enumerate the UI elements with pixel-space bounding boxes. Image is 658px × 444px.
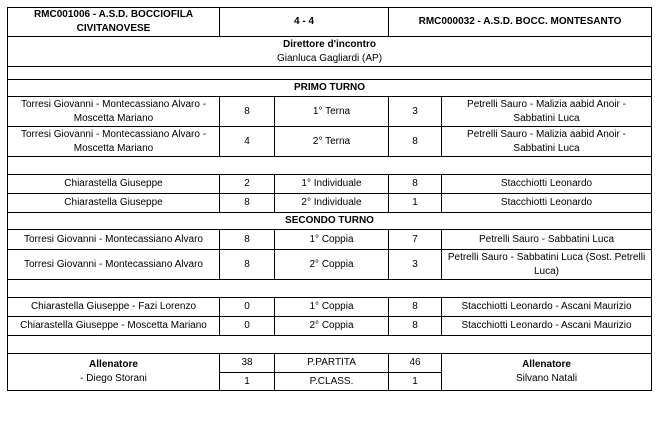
away-score: 3 bbox=[389, 97, 442, 127]
home-score: 2 bbox=[220, 175, 275, 194]
away-players: Stacchiotti Leonardo - Ascani Maurizio bbox=[442, 298, 652, 317]
home-players: Torresi Giovanni - Montecassiano Alvaro bbox=[8, 250, 220, 280]
away-score: 1 bbox=[389, 194, 442, 213]
section-row bbox=[8, 213, 652, 230]
match-row bbox=[8, 230, 652, 250]
partita-home: 38 bbox=[220, 354, 275, 373]
home-score: 8 bbox=[220, 230, 275, 250]
away-players: Petrelli Sauro - Malizia aabid Anoir - Sabbatini Luca bbox=[442, 97, 652, 127]
away-team-title: RMC000032 - A.S.D. BOCC. MONTESANTO bbox=[389, 8, 652, 37]
match-row bbox=[8, 97, 652, 127]
spacer-row bbox=[8, 67, 652, 80]
class-label: P.CLASS. bbox=[275, 373, 389, 391]
director-title: Direttore d'incontro bbox=[283, 38, 376, 50]
home-players: Chiarastella Giuseppe bbox=[8, 194, 220, 213]
home-players: Chiarastella Giuseppe - Fazi Lorenzo bbox=[8, 298, 220, 317]
match-type: 2° Coppia bbox=[275, 317, 389, 336]
away-score: 8 bbox=[389, 317, 442, 336]
match-type: 1° Coppia bbox=[275, 230, 389, 250]
match-type: 2° Coppia bbox=[275, 250, 389, 280]
match-type: 1° Terna bbox=[275, 97, 389, 127]
class-away: 1 bbox=[389, 373, 442, 391]
home-score: 4 bbox=[220, 127, 275, 157]
class-home: 1 bbox=[220, 373, 275, 391]
home-score: 0 bbox=[220, 298, 275, 317]
spacer-cell bbox=[8, 280, 652, 298]
partita-away: 46 bbox=[389, 354, 442, 373]
spacer-cell bbox=[8, 336, 652, 354]
home-coach-name: - Diego Storani bbox=[80, 373, 147, 384]
spacer-cell bbox=[8, 67, 652, 80]
section-title-secondo-turno: SECONDO TURNO bbox=[8, 213, 652, 230]
director-row bbox=[8, 37, 652, 67]
match-report bbox=[7, 7, 652, 391]
away-score: 8 bbox=[389, 175, 442, 194]
home-coach-cell bbox=[8, 354, 220, 391]
director-cell bbox=[8, 37, 652, 67]
match-row bbox=[8, 317, 652, 336]
partita-label: P.PARTITA bbox=[275, 354, 389, 373]
home-players: Torresi Giovanni - Montecassiano Alvaro - Moscetta Mariano bbox=[8, 127, 220, 157]
away-coach-cell bbox=[442, 354, 652, 391]
match-row bbox=[8, 250, 652, 280]
home-coach-label: Allenatore bbox=[89, 359, 138, 370]
match-type: 1° Coppia bbox=[275, 298, 389, 317]
match-row bbox=[8, 194, 652, 213]
away-players: Petrelli Sauro - Sabbatini Luca (Sost. Petrelli Luca) bbox=[442, 250, 652, 280]
match-row bbox=[8, 175, 652, 194]
final-score: 4 - 4 bbox=[220, 8, 389, 37]
spacer-cell bbox=[8, 157, 652, 175]
match-report-table bbox=[7, 7, 652, 391]
home-score: 0 bbox=[220, 317, 275, 336]
home-team-title: RMC001006 - A.S.D. BOCCIOFILA CIVITANOVESE bbox=[8, 8, 220, 37]
away-players: Stacchiotti Leonardo bbox=[442, 194, 652, 213]
away-score: 8 bbox=[389, 127, 442, 157]
home-score: 8 bbox=[220, 194, 275, 213]
away-players: Stacchiotti Leonardo bbox=[442, 175, 652, 194]
director-name: Gianluca Gagliardi (AP) bbox=[276, 52, 383, 64]
away-score: 3 bbox=[389, 250, 442, 280]
away-players: Petrelli Sauro - Malizia aabid Anoir - Sabbatini Luca bbox=[442, 127, 652, 157]
away-score: 8 bbox=[389, 298, 442, 317]
match-type: 2° Terna bbox=[275, 127, 389, 157]
section-row bbox=[8, 80, 652, 97]
section-title-primo-turno: PRIMO TURNO bbox=[8, 80, 652, 97]
home-score: 8 bbox=[220, 97, 275, 127]
home-players: Torresi Giovanni - Montecassiano Alvaro bbox=[8, 230, 220, 250]
match-row bbox=[8, 127, 652, 157]
away-coach-label: Allenatore bbox=[522, 359, 571, 370]
away-coach-name: Silvano Natali bbox=[515, 373, 578, 384]
header-row bbox=[8, 8, 652, 37]
spacer-row bbox=[8, 280, 652, 298]
home-players: Torresi Giovanni - Montecassiano Alvaro - Moscetta Mariano bbox=[8, 97, 220, 127]
away-score: 7 bbox=[389, 230, 442, 250]
away-players: Petrelli Sauro - Sabbatini Luca bbox=[442, 230, 652, 250]
match-type: 1° Individuale bbox=[275, 175, 389, 194]
match-row bbox=[8, 298, 652, 317]
spacer-row bbox=[8, 157, 652, 175]
spacer-row bbox=[8, 336, 652, 354]
footer-row bbox=[8, 354, 652, 373]
home-players: Chiarastella Giuseppe - Moscetta Mariano bbox=[8, 317, 220, 336]
home-score: 8 bbox=[220, 250, 275, 280]
away-players: Stacchiotti Leonardo - Ascani Maurizio bbox=[442, 317, 652, 336]
match-type: 2° Individuale bbox=[275, 194, 389, 213]
home-players: Chiarastella Giuseppe bbox=[8, 175, 220, 194]
